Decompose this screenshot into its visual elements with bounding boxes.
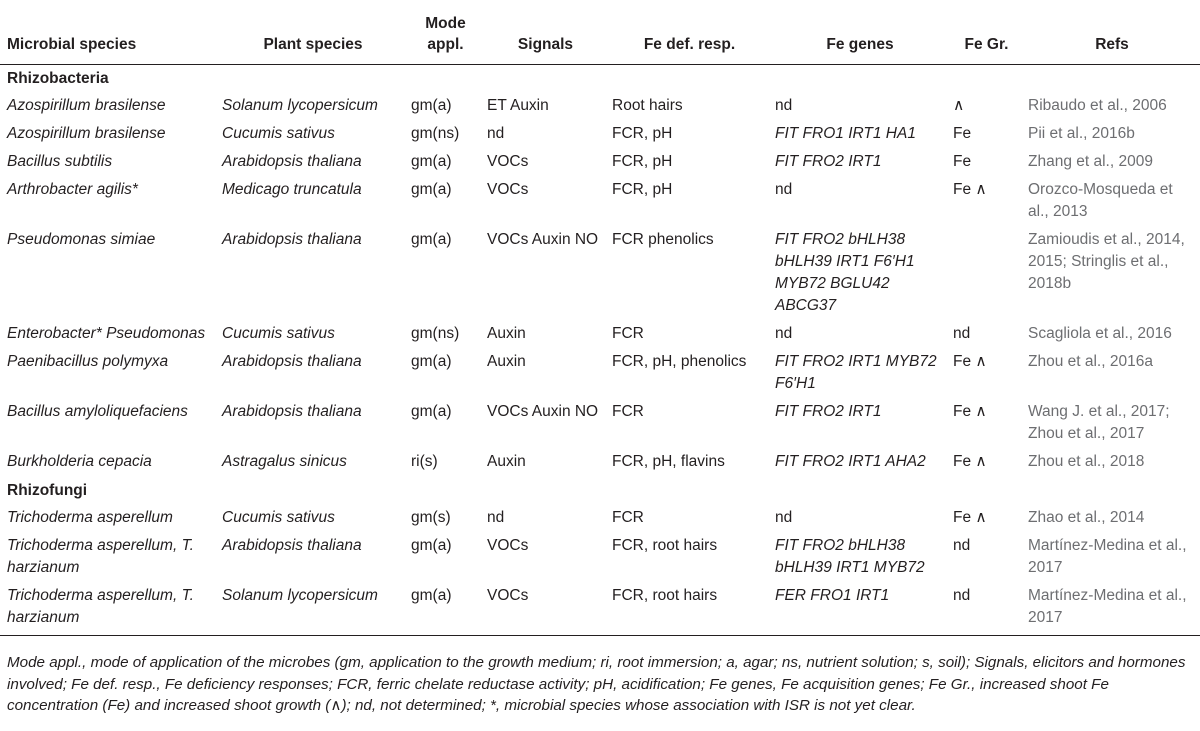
header-mode-appl: Mode appl. [408,0,483,64]
section-row [0,64,1200,93]
header-microbial-species: Microbial species [0,0,218,64]
cell-microbial-species: Pseudomonas simiae [7,230,156,248]
table-row [0,505,1200,533]
cell-fe-genes: FIT FRO2 IRT1 [775,402,882,420]
cell-signals: ET Auxin [487,96,549,114]
cell-fe-def-resp: FCR [612,324,644,342]
header-plant-species: Plant species [218,0,408,64]
cell-fe-genes: nd [775,96,793,114]
cell-microbial-species: Trichoderma asperellum [7,508,173,526]
table-row [0,121,1200,149]
cell-refs: Scagliola et al., 2016 [1028,324,1172,342]
cell-refs: Ribaudo et al., 2006 [1028,96,1167,114]
cell-refs: Zamioudis et al., 2014, 2015; Stringlis et al., 2018b [1028,230,1185,292]
cell-signals: Auxin [487,324,526,342]
cell-refs: Orozco-Mosqueda et al., 2013 [1028,180,1173,220]
cell-microbial-species: Paenibacillus polymyxa [7,352,169,370]
header-refs: Refs [1024,0,1200,64]
cell-refs: Pii et al., 2016b [1028,124,1135,142]
cell-refs: Zhou et al., 2018 [1028,452,1145,470]
table-row [0,227,1200,321]
cell-fe-def-resp: FCR, pH [612,124,673,142]
cell-mode-appl: gm(a) [411,402,452,420]
cell-signals: nd [487,124,505,142]
cell-plant-species: Cucumis sativus [222,508,335,526]
cell-fe-def-resp: FCR, root hairs [608,583,771,636]
header-signals: Signals [483,0,608,64]
cell-plant-species: Cucumis sativus [222,324,335,342]
cell-plant-species: Arabidopsis thaliana [222,536,362,554]
table-row [0,349,1200,399]
header-fe-def-resp: Fe def. resp. [608,0,771,64]
cell-mode-appl: gm(a) [408,583,483,636]
cell-fe-gr: Fe ∧ [953,508,987,526]
cell-mode-appl: gm(a) [411,152,452,170]
cell-fe-def-resp: FCR, pH [612,152,673,170]
cell-plant-species: Solanum lycopersicum [222,96,378,114]
cell-fe-gr: nd [953,536,971,554]
cell-fe-gr: Fe [953,152,972,170]
cell-fe-genes: FER FRO1 IRT1 [771,583,949,636]
cell-signals: VOCs [487,536,529,554]
cell-fe-def-resp: FCR phenolics [612,230,714,248]
table-row [0,177,1200,227]
table-footnote: Mode appl., mode of application of the microbes (gm, application to the growth medium; ri, root immersion; a, agar; ns, nutrient solution; s, soil); Signals, elicitors and hormones involved; Fe def. resp., Fe deficiency responses; FCR, ferric chelate reductase activity; pH, acidification; Fe genes, Fe acquisition genes; Fe Gr., increased shoot Fe concentration (Fe) and increased shoot growth (∧); nd, not determined; *, microbial species whose association with ISR is not yet clear. [7,654,1186,714]
cell-mode-appl: gm(a) [411,96,452,114]
cell-mode-appl: gm(a) [411,352,452,370]
cell-plant-species: Arabidopsis thaliana [222,352,362,370]
cell-mode-appl: gm(a) [411,230,452,248]
cell-signals: VOCs [487,180,529,198]
cell-signals: VOCs Auxin NO [487,230,599,248]
cell-refs: Wang J. et al., 2017; Zhou et al., 2017 [1028,402,1170,442]
cell-refs: Martínez-Medina et al., 2017 [1028,536,1187,576]
table-row [0,533,1200,583]
cell-mode-appl: gm(ns) [411,324,460,342]
table-row [0,399,1200,449]
cell-fe-gr: Fe [953,124,972,142]
cell-signals: Auxin [487,452,526,470]
cell-fe-gr: nd [953,324,971,342]
cell-fe-genes: nd [775,508,793,526]
cell-plant-species: Astragalus sinicus [222,452,347,470]
section-title: Rhizofungi [7,481,88,499]
cell-plant-species: Cucumis sativus [222,124,335,142]
table-row [0,93,1200,121]
cell-microbial-species: Bacillus amyloliquefaciens [7,402,188,420]
header-fe-genes: Fe genes [771,0,949,64]
cell-microbial-species: Azospirillum brasilense [7,124,166,142]
cell-microbial-species: Trichoderma asperellum, T. harzianum [0,583,218,636]
cell-refs: Zhang et al., 2009 [1028,152,1153,170]
cell-fe-gr: ∧ [953,96,965,114]
cell-refs: Zhao et al., 2014 [1028,508,1145,526]
cell-plant-species: Arabidopsis thaliana [222,402,362,420]
cell-signals: VOCs [483,583,608,636]
cell-fe-gr [949,227,1024,321]
table-row [0,583,1200,636]
cell-microbial-species: Arthrobacter agilis* [7,180,138,198]
cell-plant-species: Solanum lycopersicum [218,583,408,636]
cell-fe-genes: FIT FRO2 bHLH38 bHLH39 IRT1 MYB72 [775,536,925,576]
cell-microbial-species: Bacillus subtilis [7,152,113,170]
cell-fe-genes: nd [775,324,793,342]
cell-fe-genes: nd [775,180,793,198]
cell-fe-genes: FIT FRO2 IRT1 [775,152,882,170]
cell-mode-appl: gm(s) [411,508,451,526]
cell-microbial-species: Trichoderma asperellum, T. harzianum [7,536,194,576]
table-header [0,0,1200,64]
cell-microbial-species: Enterobacter* Pseudomonas [7,324,206,342]
cell-fe-gr: Fe ∧ [953,352,987,370]
cell-refs: Martínez-Medina et al., 2017 [1024,583,1200,636]
cell-fe-gr: Fe ∧ [953,180,987,198]
section-title: Rhizobacteria [7,69,109,87]
header-fe-gr: Fe Gr. [949,0,1024,64]
table-row [0,449,1200,477]
cell-fe-def-resp: FCR [612,508,644,526]
cell-signals: VOCs Auxin NO [487,402,599,420]
cell-microbial-species: Azospirillum brasilense [7,96,166,114]
cell-fe-gr: nd [949,583,1024,636]
section-row [0,477,1200,505]
cell-mode-appl: gm(a) [411,180,452,198]
cell-fe-def-resp: FCR, pH, phenolics [612,352,747,370]
cell-fe-def-resp: FCR, root hairs [612,536,718,554]
table-body [0,64,1200,635]
cell-signals: nd [487,508,505,526]
cell-fe-def-resp: FCR [612,402,644,420]
cell-signals: VOCs [487,152,529,170]
cell-mode-appl: gm(a) [411,536,452,554]
cell-fe-def-resp: Root hairs [612,96,683,114]
cell-fe-genes: FIT FRO2 IRT1 MYB72 F6′H1 [775,352,937,392]
cell-microbial-species: Burkholderia cepacia [7,452,152,470]
cell-refs: Zhou et al., 2016a [1028,352,1153,370]
cell-fe-genes: FIT FRO2 IRT1 AHA2 [775,452,926,470]
cell-mode-appl: gm(ns) [411,124,460,142]
cell-signals: Auxin [487,352,526,370]
cell-fe-genes: FIT FRO1 IRT1 HA1 [775,124,916,142]
cell-fe-def-resp: FCR, pH [612,180,673,198]
cell-plant-species: Arabidopsis thaliana [222,230,362,248]
cell-plant-species: Medicago truncatula [222,180,362,198]
cell-mode-appl: ri(s) [411,452,438,470]
cell-fe-def-resp: FCR, pH, flavins [612,452,725,470]
table-row [0,149,1200,177]
cell-fe-genes: FIT FRO2 bHLH38 bHLH39 IRT1 F6′H1 MYB72 BGLU42 ABCG37 [775,230,915,314]
cell-fe-gr: Fe ∧ [953,452,987,470]
cell-plant-species: Arabidopsis thaliana [222,152,362,170]
cell-fe-gr: Fe ∧ [953,402,987,420]
table-row [0,321,1200,349]
